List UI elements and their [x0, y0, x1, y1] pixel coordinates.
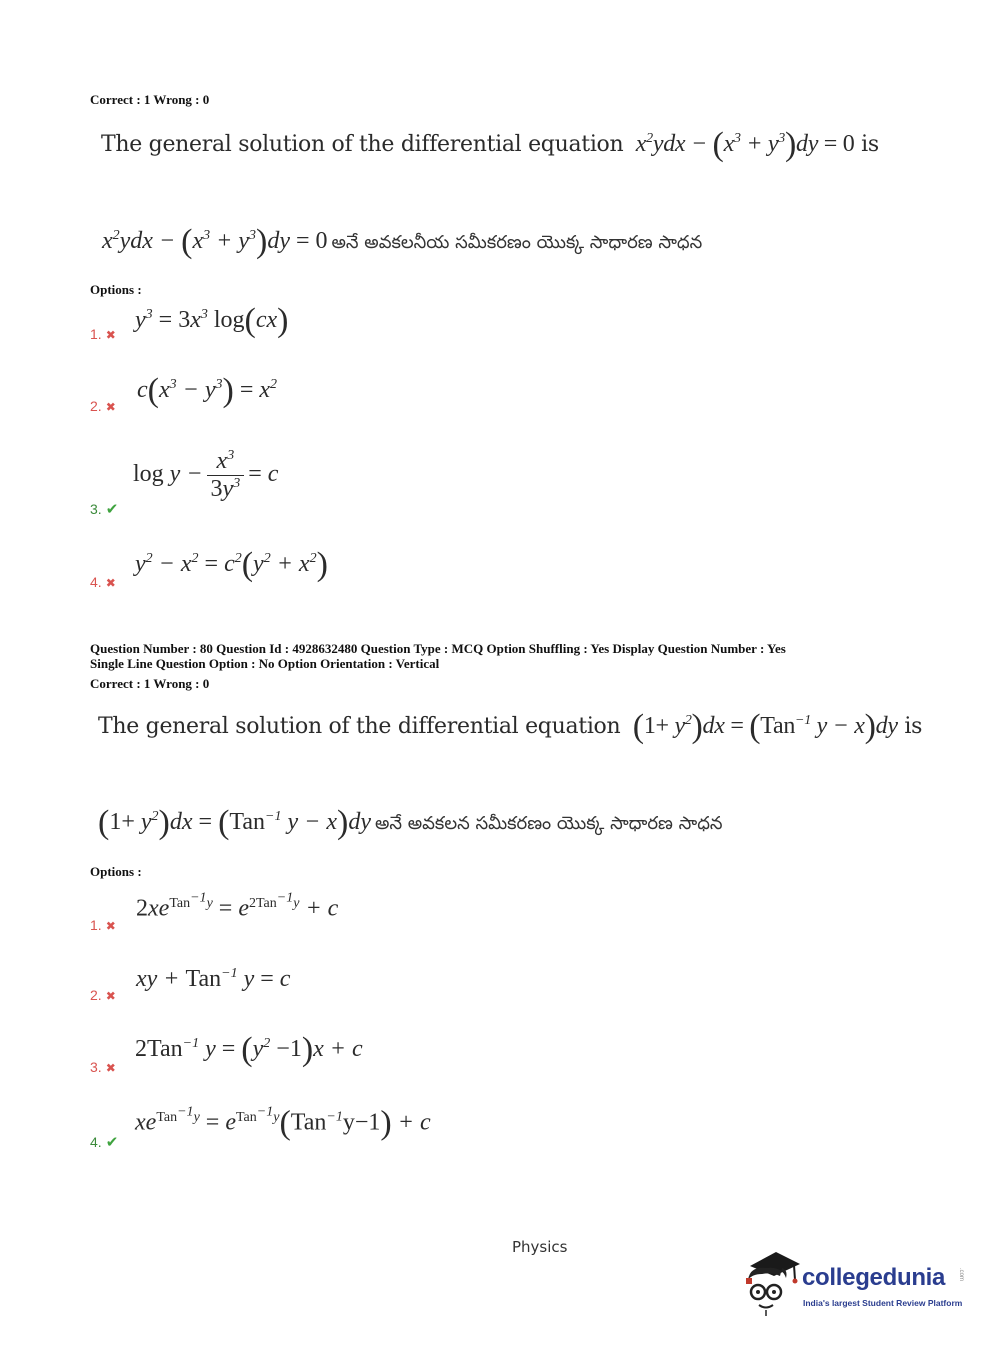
- q1-option-2-formula: $c(x^3 - y^3) = x^2$: [137, 372, 278, 409]
- cross-icon: ✖: [105, 919, 116, 933]
- check-icon: ✔: [105, 1133, 119, 1151]
- q1-option-3-marker: [90, 500, 118, 519]
- q2-option-2-formula: xy + Tan$^{-1}$ y = c: [136, 966, 291, 992]
- q1-option-4-formula: $y^2 - x^2 = c^2(y^2 + x^2)$: [135, 546, 328, 583]
- q2-option-1-marker: [90, 917, 116, 935]
- q2-telugu-stem: [98, 804, 723, 842]
- option-number: 3.: [90, 1059, 102, 1075]
- q1-telugu-equation: $x^2ydx - (x^3 + y^3)dy = 0$: [102, 223, 328, 260]
- cross-icon: ✖: [105, 576, 116, 590]
- cross-icon: ✖: [105, 1061, 116, 1075]
- logo-suffix: .com: [958, 1268, 964, 1282]
- q2-option-4-marker: [90, 1133, 118, 1152]
- logo-tagline: India's largest Student Review Platform: [803, 1298, 963, 1308]
- option-number: 3.: [90, 501, 102, 517]
- collegedunia-logo: [742, 1250, 972, 1320]
- logo-name: collegedunia: [802, 1264, 946, 1291]
- cross-icon: ✖: [105, 400, 116, 414]
- q1-options-label: Options :: [90, 282, 142, 297]
- option-number: 1.: [90, 326, 102, 342]
- q2-option-2-marker: [90, 987, 116, 1005]
- q2-telugu-text: అనే అవకలన సమీకరణం యొక్క సాధారణ సాధన: [374, 813, 723, 834]
- q1-telugu-stem: [102, 223, 702, 261]
- q2-telugu-equation: $(1+ y^2)dx = (Tan^{-1}$ y − x)dy: [98, 804, 371, 841]
- q2-meta-line-2: Single Line Question Option : No Option Orientation : Vertical: [90, 656, 440, 671]
- option-number: 2.: [90, 398, 102, 414]
- q1-result: Correct : 1 Wrong : 0: [90, 92, 210, 107]
- option-number: 1.: [90, 917, 102, 933]
- q1-option-3-formula: log y − $\frac{x^3}{3y^3}$ = c: [133, 448, 279, 502]
- q1-option-4-marker: [90, 574, 116, 592]
- q2-option-4-formula: $xe^{Tan^{-1}y} = e^{Tan^{-1}y}(Tan^{-1}y-1) + c$: [135, 1104, 431, 1142]
- q2-options-label: Options :: [90, 864, 142, 879]
- q1-telugu-text: అనే అవకలనీయ సమీకరణం యొక్క సాధారణ సాధన: [331, 232, 703, 253]
- option-number: 4.: [90, 1134, 102, 1150]
- q2-option-3-marker: [90, 1059, 116, 1077]
- footer-subject: Physics: [512, 1238, 568, 1256]
- cross-icon: ✖: [105, 328, 116, 342]
- q2-stem-is: is: [904, 714, 923, 739]
- q2-result: Correct : 1 Wrong : 0: [90, 676, 210, 691]
- q2-option-1-formula: $2xe^{Tan^{-1}y} = e^{2Tan^{-1}y} + c$: [136, 890, 339, 922]
- q2-stem-equation: $(1+ y^2)dx = (Tan^{-1}$ y − x)dy: [632, 708, 898, 745]
- q1-stem-text: The general solution of the differential equation: [101, 132, 624, 157]
- q2-meta-line-1: Question Number : 80 Question Id : 4928632480 Question Type : MCQ Option Shuffling : Yes Display Question Number : Yes: [90, 641, 786, 656]
- q2-stem-text: The general solution of the differential equation: [98, 714, 621, 739]
- q1-stem-equation: $x^2ydx - (x^3 + y^3)dy = 0$: [630, 126, 855, 163]
- mascot-icon: [742, 1250, 800, 1316]
- option-number: 4.: [90, 574, 102, 590]
- q2-stem: [98, 708, 922, 746]
- q1-option-1-formula: $y^3 = 3x^3$ log(cx): [135, 302, 289, 339]
- q2-option-3-formula: 2Tan$^{-1}$ $y = (y^2 -1)x + c$: [135, 1031, 363, 1068]
- q1-option-1-marker: [90, 326, 116, 344]
- q1-option-2-marker: [90, 398, 116, 416]
- q1-stem: [101, 126, 879, 164]
- cross-icon: ✖: [105, 989, 116, 1003]
- q1-stem-is: is: [861, 132, 879, 157]
- check-icon: ✔: [105, 500, 119, 518]
- option-number: 2.: [90, 987, 102, 1003]
